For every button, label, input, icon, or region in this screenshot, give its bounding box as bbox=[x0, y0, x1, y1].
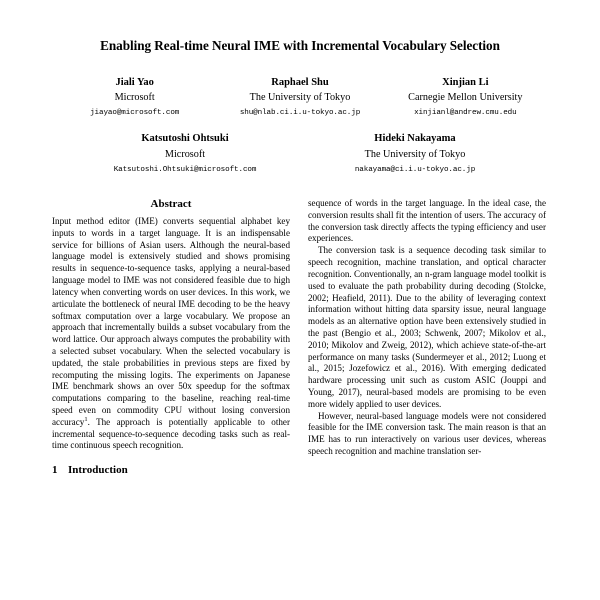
author-block bbox=[300, 131, 530, 178]
author-email: nakayama@ci.i.u-tokyo.ac.jp bbox=[354, 165, 476, 174]
author-block bbox=[217, 75, 382, 122]
body-paragraph: The conversion task is a sequence decoding task similar to speech recognition, machine translation, and optical character recognition. Conventionally, an n-gram language model toolkit is used to evaluate the path probability during decoding (Stolcke, 2002; Heafield, 2011). Due to the ability of leveraging context information without hitting data sparsity issue, neural language models as an alternative option have been extensively studied in the past (Bengio et al., 2003; Schwenk, 2007; Mikolov et al., 2010; Mikolov and Zweig, 2012), which achieve state-of-the-art performance on many tasks (Sundermeyer et al., 2012; Luong et al., 2015; Jozefowicz et al., 2016). With emerging dedicated hardware processing unit such as custom ASIC (Jouppi and Young, 2017), neural-based models are promising to be even more widely applied to user devices. bbox=[308, 245, 546, 409]
author-affiliation: Carnegie Mellon University bbox=[408, 92, 523, 104]
author-name: Xinjian Li bbox=[442, 76, 489, 88]
author-block bbox=[52, 75, 217, 122]
author-name: Jiali Yao bbox=[115, 76, 154, 88]
body-paragraph: sequence of words in the target language. In the ideal case, the conversion results shall fit the intention of users. The accuracy of the conversion task directly affects the typing efficiency and user experiences. bbox=[308, 198, 546, 244]
author-name: Raphael Shu bbox=[271, 76, 329, 88]
author-affiliation: Microsoft bbox=[114, 92, 155, 104]
author-affiliation: The University of Tokyo bbox=[364, 149, 466, 160]
page-title: Enabling Real-time Neural IME with Incremental Vocabulary Selection bbox=[100, 38, 500, 53]
abstract-text: Input method editor (IME) converts sequential alphabet key inputs to words in a target language. It is an indispensable service for billions of Asian users. Although the neural-based language model is extensively studied and shows promising results in sequence-to-sequence tasks, applying a neural-based language model to IME was not considered feasible due to high latency when converting words on user devices. In this work, we articulate the bottleneck of neural IME decoding to be the heavy softmax computation over a large vocabulary. We propose an approach that incrementally builds a subset vocabulary from the word lattice. Our approach always computes the probability with a selected subset vocabulary. When the selected vocabulary is updated, the stale probabilities in previous steps are fixed by recomputing the missing logits. The experiments on Japanese IME benchmark shows an over 50x speedup for the softmax computations comparing to the baseline, reaching real-time speed even on commodity CPU without losing conversion accuracy bbox=[52, 216, 290, 427]
author-name: Hideki Nakayama bbox=[374, 133, 456, 145]
authors-row-2 bbox=[52, 131, 548, 178]
authors-row-1 bbox=[52, 75, 548, 122]
author-affiliation: Microsoft bbox=[164, 149, 206, 160]
section-title: Introduction bbox=[68, 464, 128, 477]
author-email: jiayao@microsoft.com bbox=[90, 109, 180, 118]
section-heading-introduction bbox=[52, 464, 290, 476]
right-column bbox=[308, 198, 546, 480]
abstract-text-tail: . The approach is potentially applicable to other incremental sequence-to-sequence decoding tasks such as real-time continuous speech recognition. bbox=[52, 416, 290, 451]
author-affiliation: The University of Tokyo bbox=[249, 92, 351, 104]
left-column bbox=[52, 198, 290, 480]
footnote-marker: 1 bbox=[84, 415, 88, 423]
two-column-body bbox=[52, 198, 548, 480]
author-email: xinjianl@andrew.cmu.edu bbox=[414, 109, 517, 118]
author-name: Katsutoshi Ohtsuki bbox=[141, 133, 229, 145]
author-block bbox=[70, 131, 300, 178]
author-email: Katsutoshi.Ohtsuki@microsoft.com bbox=[113, 165, 257, 174]
abstract-paragraph bbox=[52, 216, 290, 452]
section-number: 1 bbox=[52, 464, 58, 477]
abstract-heading: Abstract bbox=[150, 198, 192, 210]
body-paragraph: However, neural-based language models were not considered feasible for the IME conversion task. The main reason is that an IME has to run interactively on various user devices, whereas speech recognition and machine translation ser- bbox=[308, 410, 546, 457]
author-block bbox=[383, 75, 548, 122]
author-email: shu@nlab.ci.i.u-tokyo.ac.jp bbox=[239, 109, 361, 118]
